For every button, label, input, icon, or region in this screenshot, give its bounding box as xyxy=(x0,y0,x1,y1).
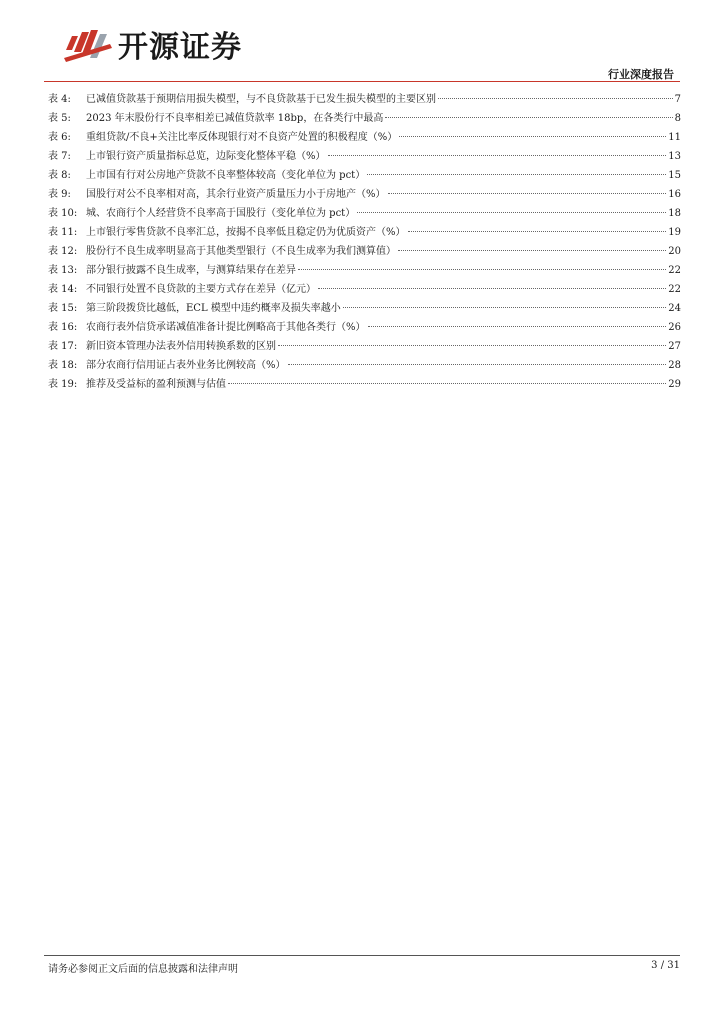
toc-entry-page: 20 xyxy=(668,246,681,257)
toc-entry-page: 8 xyxy=(674,113,681,124)
toc-entry-title: 农商行表外信贷承诺减值准备计提比例略高于其他各类行（%） xyxy=(86,322,366,333)
toc-entry[interactable] xyxy=(48,147,681,166)
toc-entry-title: 部分银行披露不良生成率，与测算结果存在差异 xyxy=(86,265,296,276)
toc-entry-title: 推荐及受益标的盈利预测与估值 xyxy=(86,379,226,390)
toc-entry-page: 22 xyxy=(668,265,681,276)
toc-entry[interactable] xyxy=(48,242,681,261)
toc-entry[interactable] xyxy=(48,337,681,356)
toc-entry-title: 2023 年末股份行不良率相差已减值贷款率 18bp，在各类行中最高 xyxy=(86,113,384,124)
toc-entry-label: 表 10: xyxy=(48,208,78,219)
toc-entry[interactable] xyxy=(48,185,681,204)
toc-entry-title: 上市银行零售贷款不良率汇总，按揭不良率低且稳定仍为优质资产（%） xyxy=(86,227,406,238)
toc-entry-title: 部分农商行信用证占表外业务比例较高（%） xyxy=(86,360,286,371)
toc-entry-page: 22 xyxy=(668,284,681,295)
toc-leader-dots xyxy=(357,212,666,213)
toc-entry-label: 表 17: xyxy=(48,341,78,352)
logo-text: 开源证券 xyxy=(118,30,242,65)
toc-leader-dots xyxy=(278,345,666,346)
toc-entry-label: 表 5: xyxy=(48,113,71,124)
toc-leader-dots xyxy=(367,174,666,175)
toc-entry[interactable] xyxy=(48,90,681,109)
toc-entry-label: 表 7: xyxy=(48,151,71,162)
toc-entry[interactable] xyxy=(48,299,681,318)
toc-entry-label: 表 4: xyxy=(48,94,71,105)
toc-leader-dots xyxy=(318,288,666,289)
toc-entry-label: 表 14: xyxy=(48,284,78,295)
toc-entry-page: 28 xyxy=(668,360,681,371)
toc-entry-title: 第三阶段拨贷比越低，ECL 模型中违约概率及损失率越小 xyxy=(86,303,341,314)
toc-entry[interactable] xyxy=(48,166,681,185)
toc-entry-label: 表 18: xyxy=(48,360,78,371)
toc-entry[interactable] xyxy=(48,375,681,394)
toc-entry-page: 27 xyxy=(668,341,681,352)
toc-entry-title: 新旧资本管理办法表外信用转换系数的区别 xyxy=(86,341,276,352)
toc-entry-label: 表 11: xyxy=(48,227,78,238)
footer-divider xyxy=(44,955,680,956)
toc-leader-dots xyxy=(298,269,666,270)
toc-entry-page: 13 xyxy=(668,151,681,162)
toc-leader-dots xyxy=(368,326,667,327)
toc-leader-dots xyxy=(288,364,667,365)
toc-leader-dots xyxy=(228,383,666,384)
toc-entry-title: 股份行不良生成率明显高于其他类型银行（不良生成率为我们测算值） xyxy=(86,246,396,257)
toc-leader-dots xyxy=(343,307,666,308)
kaiyuan-logo-icon xyxy=(60,22,116,66)
toc-entry-label: 表 16: xyxy=(48,322,78,333)
page-number: 3 / 31 xyxy=(651,960,680,971)
toc-entry-title: 已减值贷款基于预期信用损失模型，与不良贷款基于已发生损失模型的主要区别 xyxy=(86,94,436,105)
toc-leader-dots xyxy=(408,231,667,232)
toc-entry-page: 7 xyxy=(674,94,681,105)
toc-entry-page: 24 xyxy=(668,303,681,314)
toc-entry[interactable] xyxy=(48,280,681,299)
toc-entry-title: 国股行对公不良率相对高，其余行业资产质量压力小于房地产（%） xyxy=(86,189,386,200)
toc-entry[interactable] xyxy=(48,128,681,147)
toc-entry[interactable] xyxy=(48,356,681,375)
footer-disclaimer: 请务必参阅正文后面的信息披露和法律声明 xyxy=(48,964,238,975)
toc-entry-label: 表 8: xyxy=(48,170,71,181)
toc-entry[interactable] xyxy=(48,261,681,280)
toc-entry-title: 城、农商行个人经营贷不良率高于国股行（变化单位为 pct） xyxy=(86,208,356,219)
toc-entry-label: 表 12: xyxy=(48,246,78,257)
toc-entry[interactable] xyxy=(48,223,681,242)
toc-leader-dots xyxy=(388,193,667,194)
toc-leader-dots xyxy=(438,98,673,99)
toc-leader-dots xyxy=(385,117,672,118)
toc-entry-page: 16 xyxy=(668,189,681,200)
toc-entry[interactable] xyxy=(48,204,681,223)
toc-entry-label: 表 13: xyxy=(48,265,78,276)
toc-leader-dots xyxy=(328,155,667,156)
toc-leader-dots xyxy=(398,250,666,251)
toc-entry-title: 不同银行处置不良贷款的主要方式存在差异（亿元） xyxy=(86,284,316,295)
toc-leader-dots xyxy=(399,136,666,137)
toc-entry-page: 29 xyxy=(668,379,681,390)
toc-entry-label: 表 19: xyxy=(48,379,78,390)
toc-entry-page: 18 xyxy=(668,208,681,219)
toc-entry-page: 19 xyxy=(668,227,681,238)
toc-entry-title: 重组贷款/不良+关注比率反体现银行对不良资产处置的积极程度（%） xyxy=(86,132,398,143)
toc-entry-label: 表 9: xyxy=(48,189,71,200)
header-divider xyxy=(44,81,680,82)
toc-entry[interactable] xyxy=(48,109,681,128)
toc-entry[interactable] xyxy=(48,318,681,337)
toc-entry-title: 上市银行资产质量指标总览，边际变化整体平稳（%） xyxy=(86,151,326,162)
toc-entry-page: 15 xyxy=(668,170,681,181)
toc-entry-page: 26 xyxy=(668,322,681,333)
table-of-contents xyxy=(48,90,681,394)
toc-entry-title: 上市国有行对公房地产贷款不良率整体较高（变化单位为 pct） xyxy=(86,170,366,181)
toc-entry-label: 表 6: xyxy=(48,132,71,143)
toc-entry-page: 11 xyxy=(668,132,681,143)
report-type-label: 行业深度报告 xyxy=(608,68,674,81)
brand-logo xyxy=(60,22,242,66)
toc-entry-label: 表 15: xyxy=(48,303,78,314)
